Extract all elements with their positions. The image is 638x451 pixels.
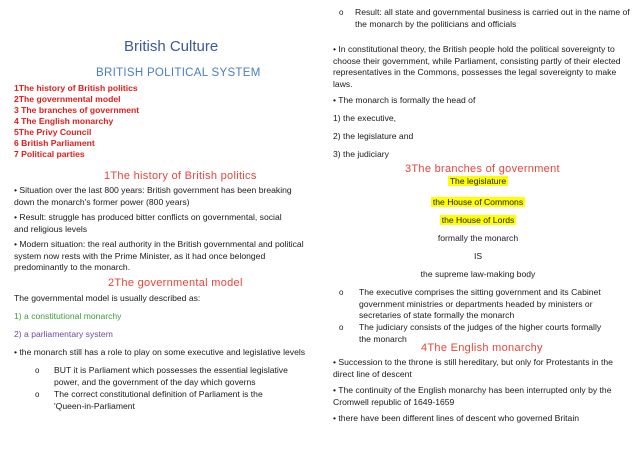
circle-bullet-icon: o xyxy=(35,390,40,399)
sub-list-item: Result: all state and governmental business is carried out in the name of the monarch by the politicians and officials xyxy=(355,7,630,29)
centered-line xyxy=(319,197,637,208)
toc-item: 4 The English monarchy xyxy=(14,116,114,126)
sub-list-item: The correct constitutional definition of Parliament is the 'Queen-in-Parliament xyxy=(54,389,263,411)
circle-bullet-icon: o xyxy=(35,366,40,375)
list-item: 2) the legislature and xyxy=(333,131,414,141)
list-item: 3) the judiciary xyxy=(333,149,389,159)
paragraph: • there have been different lines of descent who governed Britain xyxy=(333,413,580,423)
toc-item: 1The history of British politics xyxy=(14,83,138,93)
list-item: 2) a parliamentary system xyxy=(14,329,113,339)
circle-bullet-icon: o xyxy=(339,8,344,17)
section-heading-branches: 3The branches of government xyxy=(405,163,560,175)
toc-item: 3 The branches of government xyxy=(14,105,140,115)
list-item: 1) a constitutional monarchy xyxy=(14,311,122,321)
toc-item: 6 British Parliament xyxy=(14,138,95,148)
centered-line: IS xyxy=(473,251,483,261)
section-heading-history: 1The history of British politics xyxy=(104,170,257,182)
highlighted-text: The legislature xyxy=(449,176,507,186)
paragraph: • Succession to the throne is still hereditary, but only for Protestants in the direct line of descent xyxy=(333,357,613,379)
paragraph: • The monarch is formally the head of xyxy=(333,95,476,105)
page-title: British Culture xyxy=(124,38,219,55)
paragraph: The governmental model is usually described as: xyxy=(14,293,201,303)
centered-line xyxy=(319,176,637,187)
section-heading-governmental-model: 2The governmental model xyxy=(108,277,243,289)
centered-line: formally the monarch xyxy=(437,233,519,243)
circle-bullet-icon: o xyxy=(339,323,344,332)
paragraph: • Modern situation: the real authority in the British governmental and political system now rests with the Prime Minister, as it had once belonged predominantly to the monarch. xyxy=(14,239,304,272)
centered-line xyxy=(319,215,637,226)
paragraph: • In constitutional theory, the British people hold the political sovereignty to choose their government, while Parliament, consisting partly of their elected representatives in the Commons, possesses the legal sovereignty to make laws. xyxy=(333,44,621,89)
section-heading-english-monarchy: 4The English monarchy xyxy=(421,342,543,354)
circle-bullet-icon: o xyxy=(339,288,344,297)
sub-list-item: BUT it is Parliament which possesses the essential legislative power, and the government of the day which governs xyxy=(54,365,288,387)
paragraph: • The continuity of the English monarchy has been interrupted only by the Cromwell republic of 1649-1659 xyxy=(333,385,612,407)
sub-list-item: The judiciary consists of the judges of the higher courts formally the monarch xyxy=(359,322,602,344)
centered-line: the supreme law-making body xyxy=(420,269,536,279)
toc-item: 5The Privy Council xyxy=(14,127,92,137)
sub-list-item: The executive comprises the sitting government and its Cabinet government ministries or departments headed by ministers or secretaries of state formally the monarch xyxy=(359,287,601,320)
toc-item: 2The governmental model xyxy=(14,94,121,104)
paragraph: • Situation over the last 800 years: British government has been breaking down the monarch's former power (800 years) xyxy=(14,185,292,207)
page-subtitle: BRITISH POLITICAL SYSTEM xyxy=(96,67,261,79)
highlighted-text: the House of Lords xyxy=(441,215,515,225)
paragraph: • the monarch still has a role to play on some executive and legislative levels xyxy=(14,347,306,357)
toc-item: 7 Political parties xyxy=(14,149,85,159)
highlighted-text: the House of Commons xyxy=(432,197,524,207)
paragraph: • Result: struggle has produced bitter conflicts on governmental, social and religious levels xyxy=(14,212,282,234)
list-item: 1) the executive, xyxy=(333,113,397,123)
